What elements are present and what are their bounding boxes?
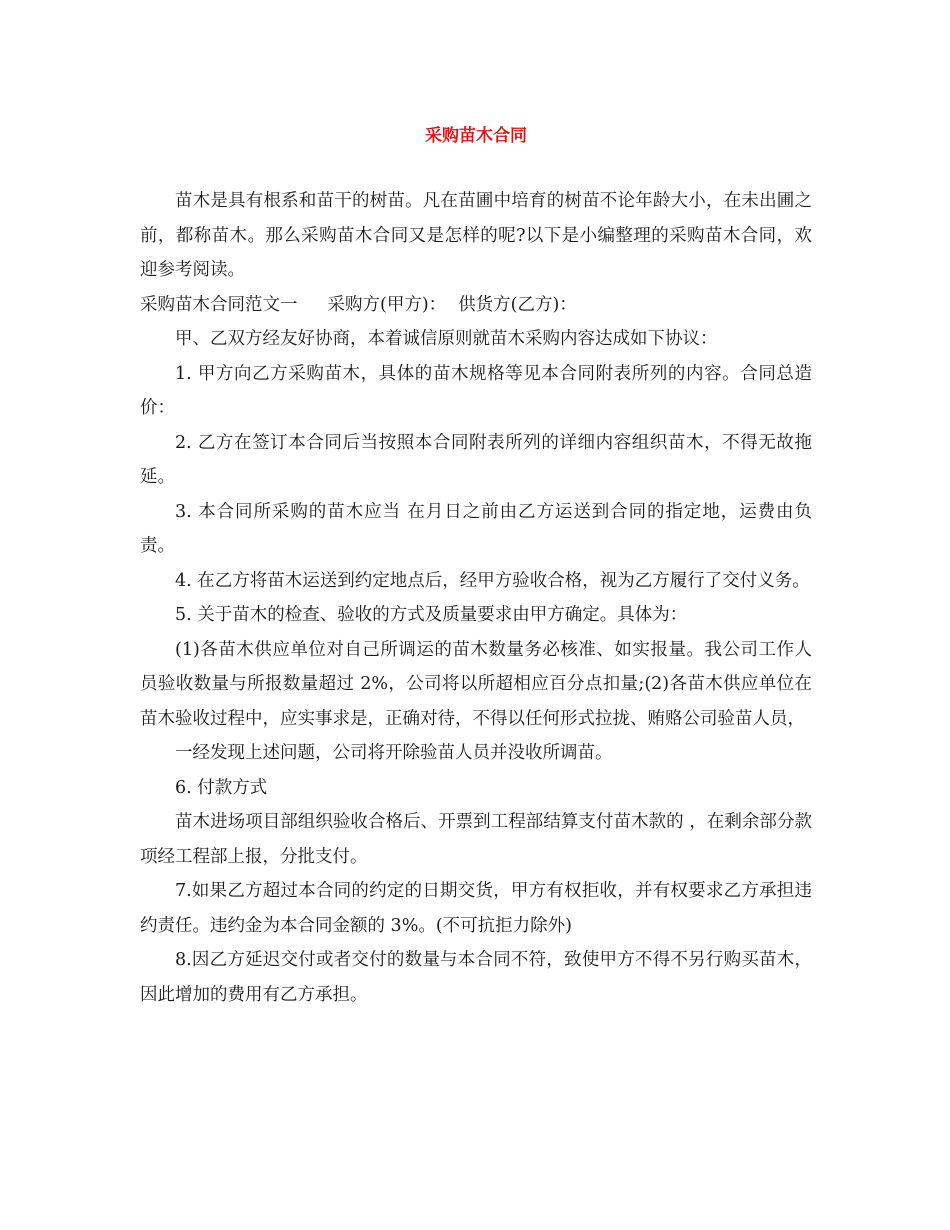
clause-3: 3. 本合同所采购的苗木应当 在月日之前由乙方运送到合同的指定地，运费由负责。 [140,501,812,556]
clause-6: 6. 付款方式 [175,777,268,798]
clause-1: 1. 甲方向乙方采购苗木，具体的苗木规格等见本合同附表所列的内容。合同总造价： [140,363,812,418]
supplier-label: 供货方(乙方)： [458,294,577,315]
opening-paragraph: 甲、乙双方经友好协商，本着诚信原则就苗木采购内容达成如下协议： [175,329,718,349]
clause-5: 5. 关于苗木的检查、验收的方式及质量要求由甲方确定。具体为： [175,605,688,625]
clause-6-detail: 苗木进场项目部组织验收合格后、开票到工程部结算支付苗木款的 ，在剩余部分款项经工程部上报，分批支付。 [140,812,812,867]
clause-5-detail: (1)各苗木供应单位对自己所调运的苗木数量务必核准、如实报量。我公司工作人员验收数量与所报数量超过 2%，公司将以所超相应百分点扣量;(2)各苗木供应单位在苗木验收过程中，应实事求是，正确对待，不得以任何形式拉拢、贿赂公司验苗人员， [140,639,812,729]
contract-sample-label: 采购苗木合同范文一 [140,294,298,315]
clause-2: 2. 乙方在签订本合同后当按照本合同附表所列的详细内容组织苗木，不得无故拖延。 [140,432,812,487]
document-title: 采购苗木合同 [425,126,527,146]
clause-7: 7.如果乙方超过本合同的约定的日期交货，甲方有权拒收，并有权要求乙方承担违约责任。违约金为本合同金额的 3%。(不可抗拒力除外) [140,881,812,936]
contract-header-line [140,288,812,323]
clause-4: 4. 在乙方将苗木运送到约定地点后，经甲方验收合格，视为乙方履行了交付义务。 [175,570,810,591]
clause-8: 8.因乙方延迟交付或者交付的数量与本合同不符，致使甲方不得不另行购买苗木，因此增加的费用有乙方承担。 [140,950,812,1005]
buyer-label: 采购方(甲方)： [327,294,447,315]
clause-5-consequence: 一经发现上述问题，公司将开除验苗人员并没收所调苗。 [175,743,613,763]
intro-paragraph: 苗木是具有根系和苗干的树苗。凡在苗圃中培育的树苗不论年龄大小，在未出圃之前，都称苗木。那么采购苗木合同又是怎样的呢?以下是小编整理的采购苗木合同，欢迎参考阅读。 [140,191,812,280]
